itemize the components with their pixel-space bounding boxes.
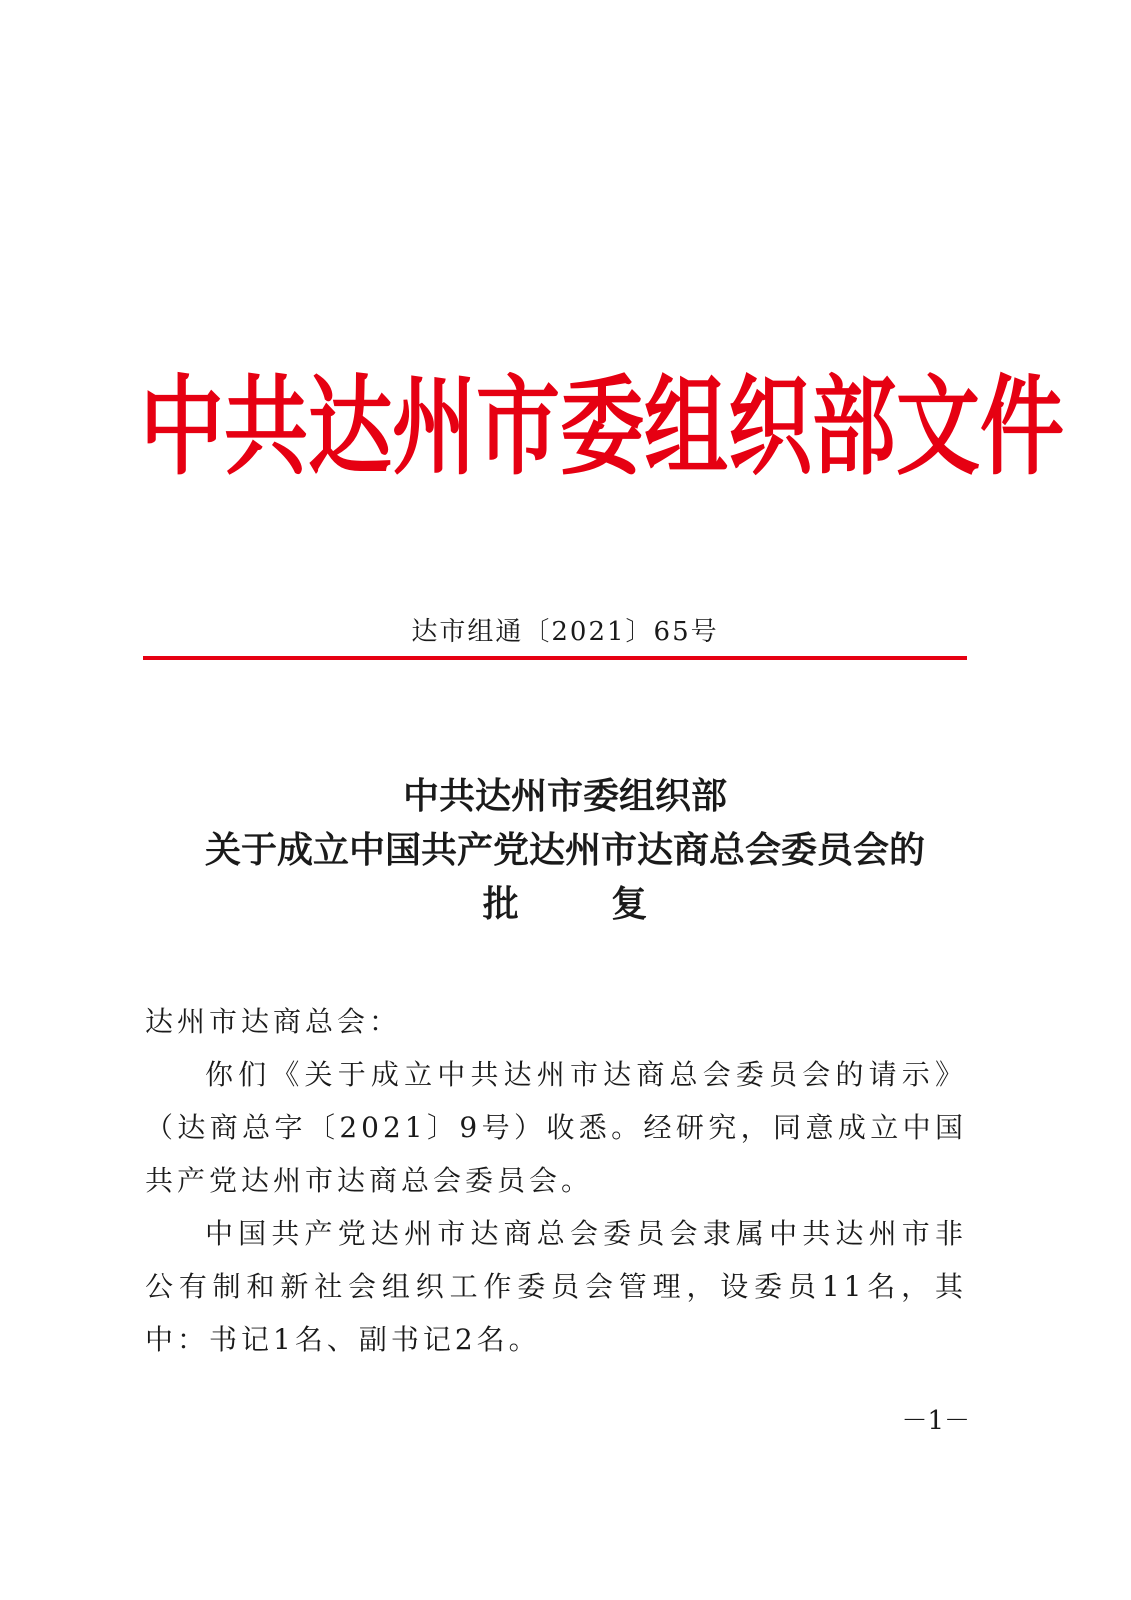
body-paragraph-1: 你们《关于成立中共达州市达商总会委员会的请示》（达商总字〔2021〕9号）收悉。经研究，同意成立中国共产党达州市达商总会委员会。 xyxy=(145,1058,967,1197)
document-number: 达市组通〔2021〕65号 xyxy=(411,617,719,647)
page-number: －1－ xyxy=(901,1406,970,1436)
title-line-issuer: 中共达州市委组织部 xyxy=(402,776,727,817)
salutation: 达州市达商总会： xyxy=(145,1005,402,1038)
title-line-reply: 批 复 xyxy=(482,884,688,925)
body-paragraph-2: 中国共产党达州市达商总会委员会隶属中共达州市非公有制和新社会组织工作委员会管理，设委员11名，其中：书记1名、副书记2名。 xyxy=(145,1217,967,1356)
red-separator-rule xyxy=(143,656,967,660)
title-line-subject: 关于成立中国共产党达州市达商总会委员会的 xyxy=(204,830,925,871)
document-title xyxy=(140,770,990,932)
document-masthead: 中共达州市委组织部文件 xyxy=(140,364,1065,490)
document-body xyxy=(145,995,967,1366)
